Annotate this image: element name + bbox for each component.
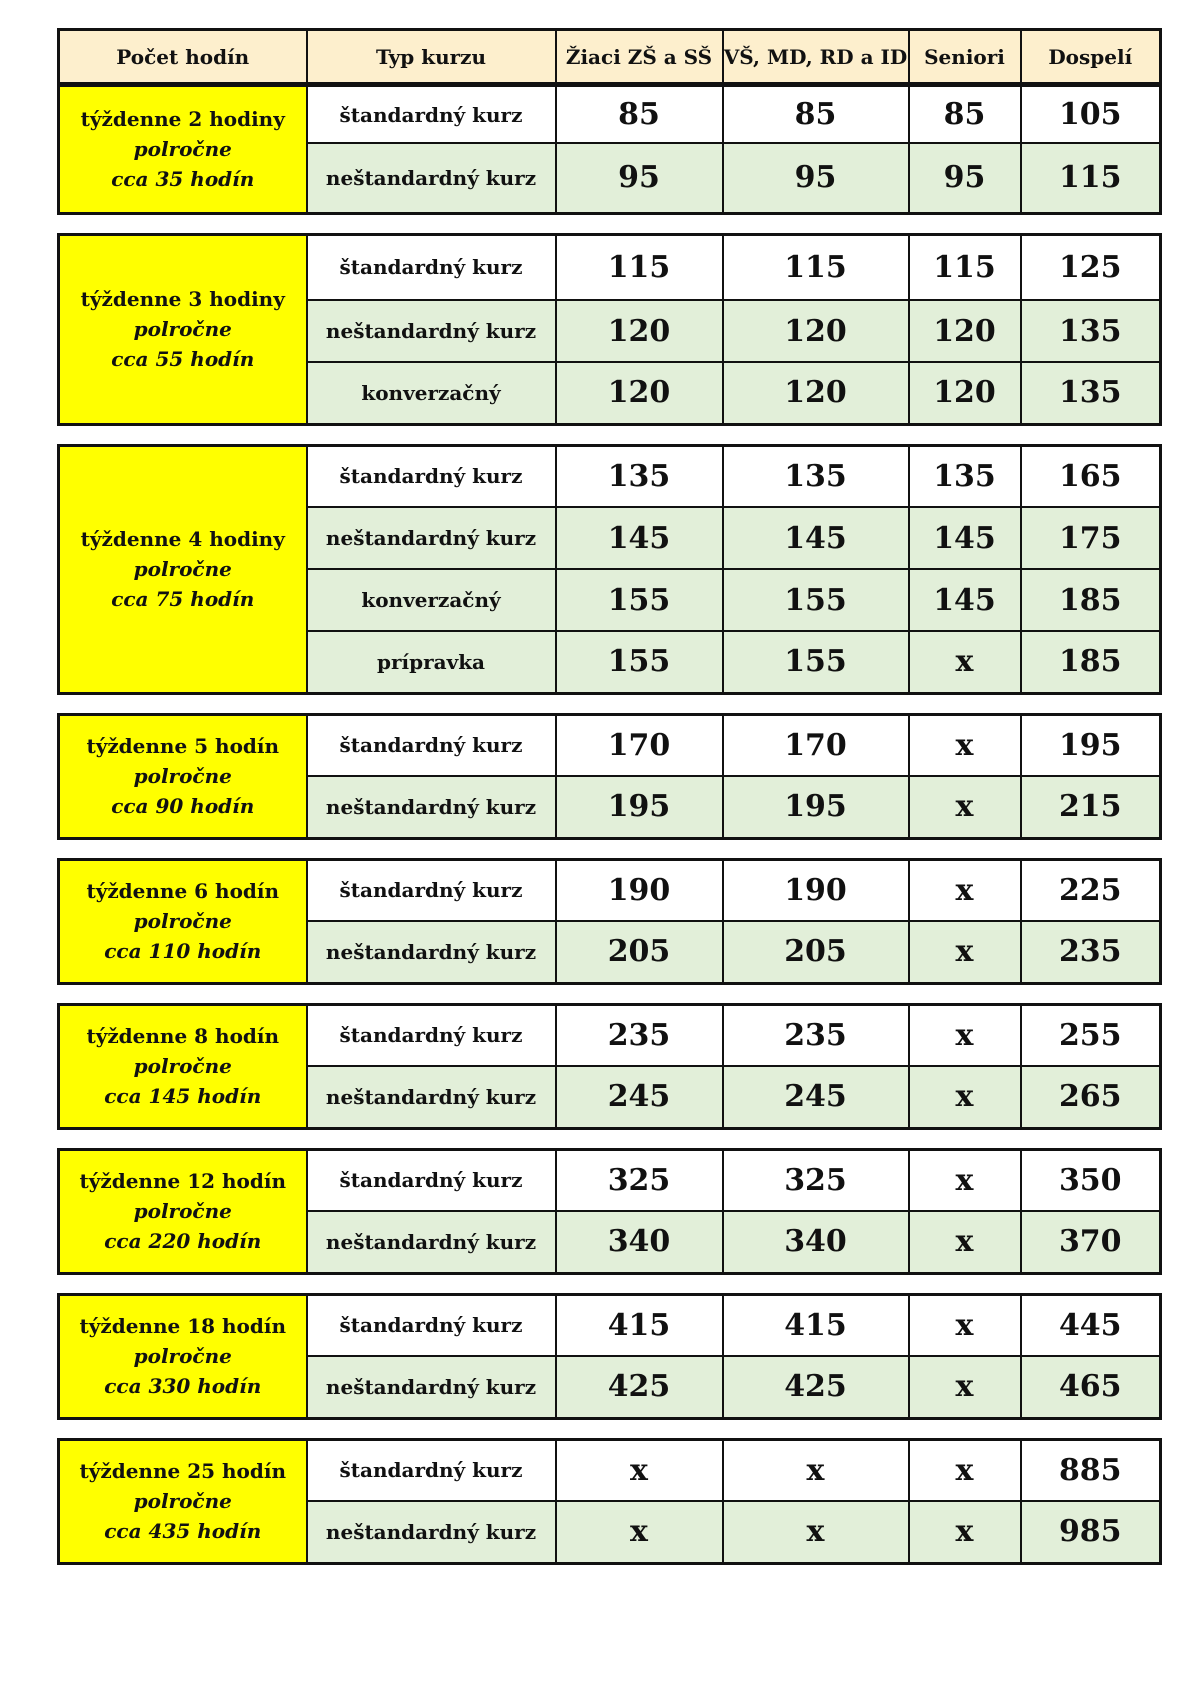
frequency-label: týždenne 8 hodín (86, 1024, 280, 1048)
period-label: polročne (133, 557, 232, 581)
price-adults-cell: 175 (1021, 507, 1161, 569)
frequency-label: týždenne 18 hodín (79, 1314, 286, 1338)
price-group-table (57, 1293, 1162, 1420)
table-row (59, 234, 1161, 300)
frequency-label: týždenne 12 hodín (79, 1169, 286, 1193)
price-adults-cell: 105 (1021, 86, 1161, 143)
price-pupils-cell: 115 (556, 234, 723, 300)
price-group-table (57, 233, 1162, 426)
hours-label: cca 90 hodín (111, 794, 255, 818)
hours-label: cca 75 hodín (111, 587, 255, 611)
frequency-cell (59, 445, 307, 693)
price-adults-cell: 165 (1021, 445, 1161, 507)
course-type-cell: štandardný kurz (307, 714, 556, 776)
table-row (59, 859, 1161, 921)
price-pupils-cell: 145 (556, 507, 723, 569)
price-students-cell: 190 (723, 859, 909, 921)
price-seniors-cell: x (909, 776, 1021, 838)
price-adults-cell: 445 (1021, 1294, 1161, 1356)
price-adults-cell: 115 (1021, 143, 1161, 213)
price-pupils-cell: 135 (556, 445, 723, 507)
price-students-cell: 120 (723, 300, 909, 362)
price-pupils-cell: 95 (556, 143, 723, 213)
course-type-cell: neštandardný kurz (307, 1211, 556, 1273)
course-type-cell: štandardný kurz (307, 1004, 556, 1066)
period-label: polročne (133, 1489, 232, 1513)
price-seniors-cell: 135 (909, 445, 1021, 507)
table-row (59, 1004, 1161, 1066)
price-seniors-cell: x (909, 631, 1021, 693)
frequency-label: týždenne 25 hodín (79, 1459, 286, 1483)
course-type-cell: štandardný kurz (307, 234, 556, 300)
price-pupils-cell: 415 (556, 1294, 723, 1356)
course-type-cell: prípravka (307, 631, 556, 693)
price-pupils-cell: 235 (556, 1004, 723, 1066)
course-type-cell: neštandardný kurz (307, 776, 556, 838)
price-seniors-cell: 85 (909, 86, 1021, 143)
frequency-cell (59, 1294, 307, 1418)
course-type-cell: neštandardný kurz (307, 300, 556, 362)
price-pupils-cell: 245 (556, 1066, 723, 1128)
frequency-label: týždenne 2 hodiny (80, 107, 285, 132)
price-adults-cell: 465 (1021, 1356, 1161, 1418)
price-pupils-cell: x (556, 1439, 723, 1501)
price-students-cell: x (723, 1501, 909, 1563)
frequency-cell (59, 714, 307, 838)
course-type-cell: konverzačný (307, 362, 556, 424)
price-adults-cell: 255 (1021, 1004, 1161, 1066)
frequency-cell (59, 86, 307, 213)
price-pupils-cell: 120 (556, 300, 723, 362)
price-students-cell: 195 (723, 776, 909, 838)
course-type-cell: štandardný kurz (307, 1149, 556, 1211)
price-students-cell: 115 (723, 234, 909, 300)
table-row (59, 1439, 1161, 1501)
price-pupils-cell: 340 (556, 1211, 723, 1273)
price-pupils-cell: 195 (556, 776, 723, 838)
course-type-cell: štandardný kurz (307, 86, 556, 143)
course-type-cell: štandardný kurz (307, 859, 556, 921)
price-adults-cell: 885 (1021, 1439, 1161, 1501)
course-type-cell: neštandardný kurz (307, 1066, 556, 1128)
price-seniors-cell: x (909, 1439, 1021, 1501)
price-adults-cell: 125 (1021, 234, 1161, 300)
header-cell-pupils: Žiaci ZŠ a SŠ (556, 30, 723, 84)
hours-label: cca 145 hodín (104, 1084, 262, 1108)
price-adults-cell: 265 (1021, 1066, 1161, 1128)
price-students-cell: 245 (723, 1066, 909, 1128)
price-group-table (57, 85, 1162, 215)
price-pupils-cell: 170 (556, 714, 723, 776)
table-row (59, 714, 1161, 776)
frequency-cell (59, 1439, 307, 1563)
price-group-table (57, 1003, 1162, 1130)
price-table-header (57, 28, 1162, 85)
price-group-table (57, 1148, 1162, 1275)
table-row (59, 445, 1161, 507)
price-adults-cell: 370 (1021, 1211, 1161, 1273)
course-type-cell: konverzačný (307, 569, 556, 631)
price-seniors-cell: 115 (909, 234, 1021, 300)
price-seniors-cell: x (909, 859, 1021, 921)
hours-label: cca 55 hodín (111, 347, 255, 371)
frequency-label: týždenne 5 hodín (86, 734, 280, 758)
price-pupils-cell: 155 (556, 569, 723, 631)
hours-label: cca 220 hodín (104, 1229, 262, 1253)
price-seniors-cell: x (909, 921, 1021, 983)
period-label: polročne (133, 1054, 232, 1078)
frequency-cell (59, 234, 307, 424)
period-label: polročne (133, 1199, 232, 1223)
price-groups (57, 85, 1159, 1565)
frequency-label: týždenne 3 hodiny (80, 287, 285, 311)
course-type-cell: štandardný kurz (307, 445, 556, 507)
price-seniors-cell: x (909, 1356, 1021, 1418)
header-cell-hours: Počet hodín (59, 30, 307, 84)
price-adults-cell: 225 (1021, 859, 1161, 921)
course-type-cell: neštandardný kurz (307, 1501, 556, 1563)
frequency-label: týždenne 4 hodiny (80, 527, 285, 551)
table-row (59, 1294, 1161, 1356)
period-label: polročne (133, 317, 232, 341)
table-row (59, 1149, 1161, 1211)
price-students-cell: 145 (723, 507, 909, 569)
price-students-cell: 235 (723, 1004, 909, 1066)
table-row (59, 86, 1161, 143)
course-type-cell: neštandardný kurz (307, 921, 556, 983)
course-type-cell: neštandardný kurz (307, 1356, 556, 1418)
course-type-cell: neštandardný kurz (307, 143, 556, 213)
header-cell-students: VŠ, MD, RD a ID (723, 30, 909, 84)
price-pupils-cell: 155 (556, 631, 723, 693)
price-adults-cell: 215 (1021, 776, 1161, 838)
price-students-cell: 135 (723, 445, 909, 507)
price-adults-cell: 350 (1021, 1149, 1161, 1211)
frequency-cell (59, 1004, 307, 1128)
price-students-cell: 155 (723, 631, 909, 693)
price-students-cell: 205 (723, 921, 909, 983)
frequency-cell (59, 1149, 307, 1273)
price-pupils-cell: 120 (556, 362, 723, 424)
price-adults-cell: 195 (1021, 714, 1161, 776)
price-pupils-cell: 325 (556, 1149, 723, 1211)
price-adults-cell: 135 (1021, 300, 1161, 362)
price-seniors-cell: x (909, 1149, 1021, 1211)
price-seniors-cell: 95 (909, 143, 1021, 213)
hours-label: cca 330 hodín (104, 1374, 262, 1398)
frequency-cell (59, 859, 307, 983)
price-list (57, 28, 1159, 1565)
price-seniors-cell: x (909, 1211, 1021, 1273)
price-students-cell: 325 (723, 1149, 909, 1211)
price-students-cell: 155 (723, 569, 909, 631)
price-seniors-cell: 145 (909, 569, 1021, 631)
frequency-label: týždenne 6 hodín (86, 879, 280, 903)
price-seniors-cell: x (909, 1066, 1021, 1128)
period-label: polročne (133, 137, 232, 162)
price-seniors-cell: x (909, 1501, 1021, 1563)
price-adults-cell: 135 (1021, 362, 1161, 424)
price-students-cell: 425 (723, 1356, 909, 1418)
hours-label: cca 110 hodín (104, 939, 262, 963)
price-pupils-cell: x (556, 1501, 723, 1563)
price-pupils-cell: 190 (556, 859, 723, 921)
price-group-table (57, 858, 1162, 985)
course-type-cell: štandardný kurz (307, 1439, 556, 1501)
price-students-cell: 120 (723, 362, 909, 424)
price-pupils-cell: 85 (556, 86, 723, 143)
price-students-cell: 415 (723, 1294, 909, 1356)
hours-label: cca 35 hodín (111, 167, 255, 192)
price-seniors-cell: 145 (909, 507, 1021, 569)
price-seniors-cell: x (909, 714, 1021, 776)
price-students-cell: 95 (723, 143, 909, 213)
period-label: polročne (133, 1344, 232, 1368)
course-type-cell: štandardný kurz (307, 1294, 556, 1356)
price-seniors-cell: x (909, 1294, 1021, 1356)
period-label: polročne (133, 764, 232, 788)
period-label: polročne (133, 909, 232, 933)
header-row (59, 30, 1161, 84)
price-pupils-cell: 425 (556, 1356, 723, 1418)
price-group-table (57, 713, 1162, 840)
price-students-cell: x (723, 1439, 909, 1501)
price-adults-cell: 985 (1021, 1501, 1161, 1563)
price-group-table (57, 444, 1162, 695)
header-cell-seniors: Seniori (909, 30, 1021, 84)
price-students-cell: 170 (723, 714, 909, 776)
course-type-cell: neštandardný kurz (307, 507, 556, 569)
price-seniors-cell: 120 (909, 362, 1021, 424)
hours-label: cca 435 hodín (104, 1519, 262, 1543)
price-pupils-cell: 205 (556, 921, 723, 983)
price-adults-cell: 235 (1021, 921, 1161, 983)
price-students-cell: 85 (723, 86, 909, 143)
header-cell-course-type: Typ kurzu (307, 30, 556, 84)
price-adults-cell: 185 (1021, 569, 1161, 631)
header-cell-adults: Dospelí (1021, 30, 1161, 84)
price-group-table (57, 1438, 1162, 1565)
price-seniors-cell: x (909, 1004, 1021, 1066)
price-students-cell: 340 (723, 1211, 909, 1273)
price-seniors-cell: 120 (909, 300, 1021, 362)
price-adults-cell: 185 (1021, 631, 1161, 693)
